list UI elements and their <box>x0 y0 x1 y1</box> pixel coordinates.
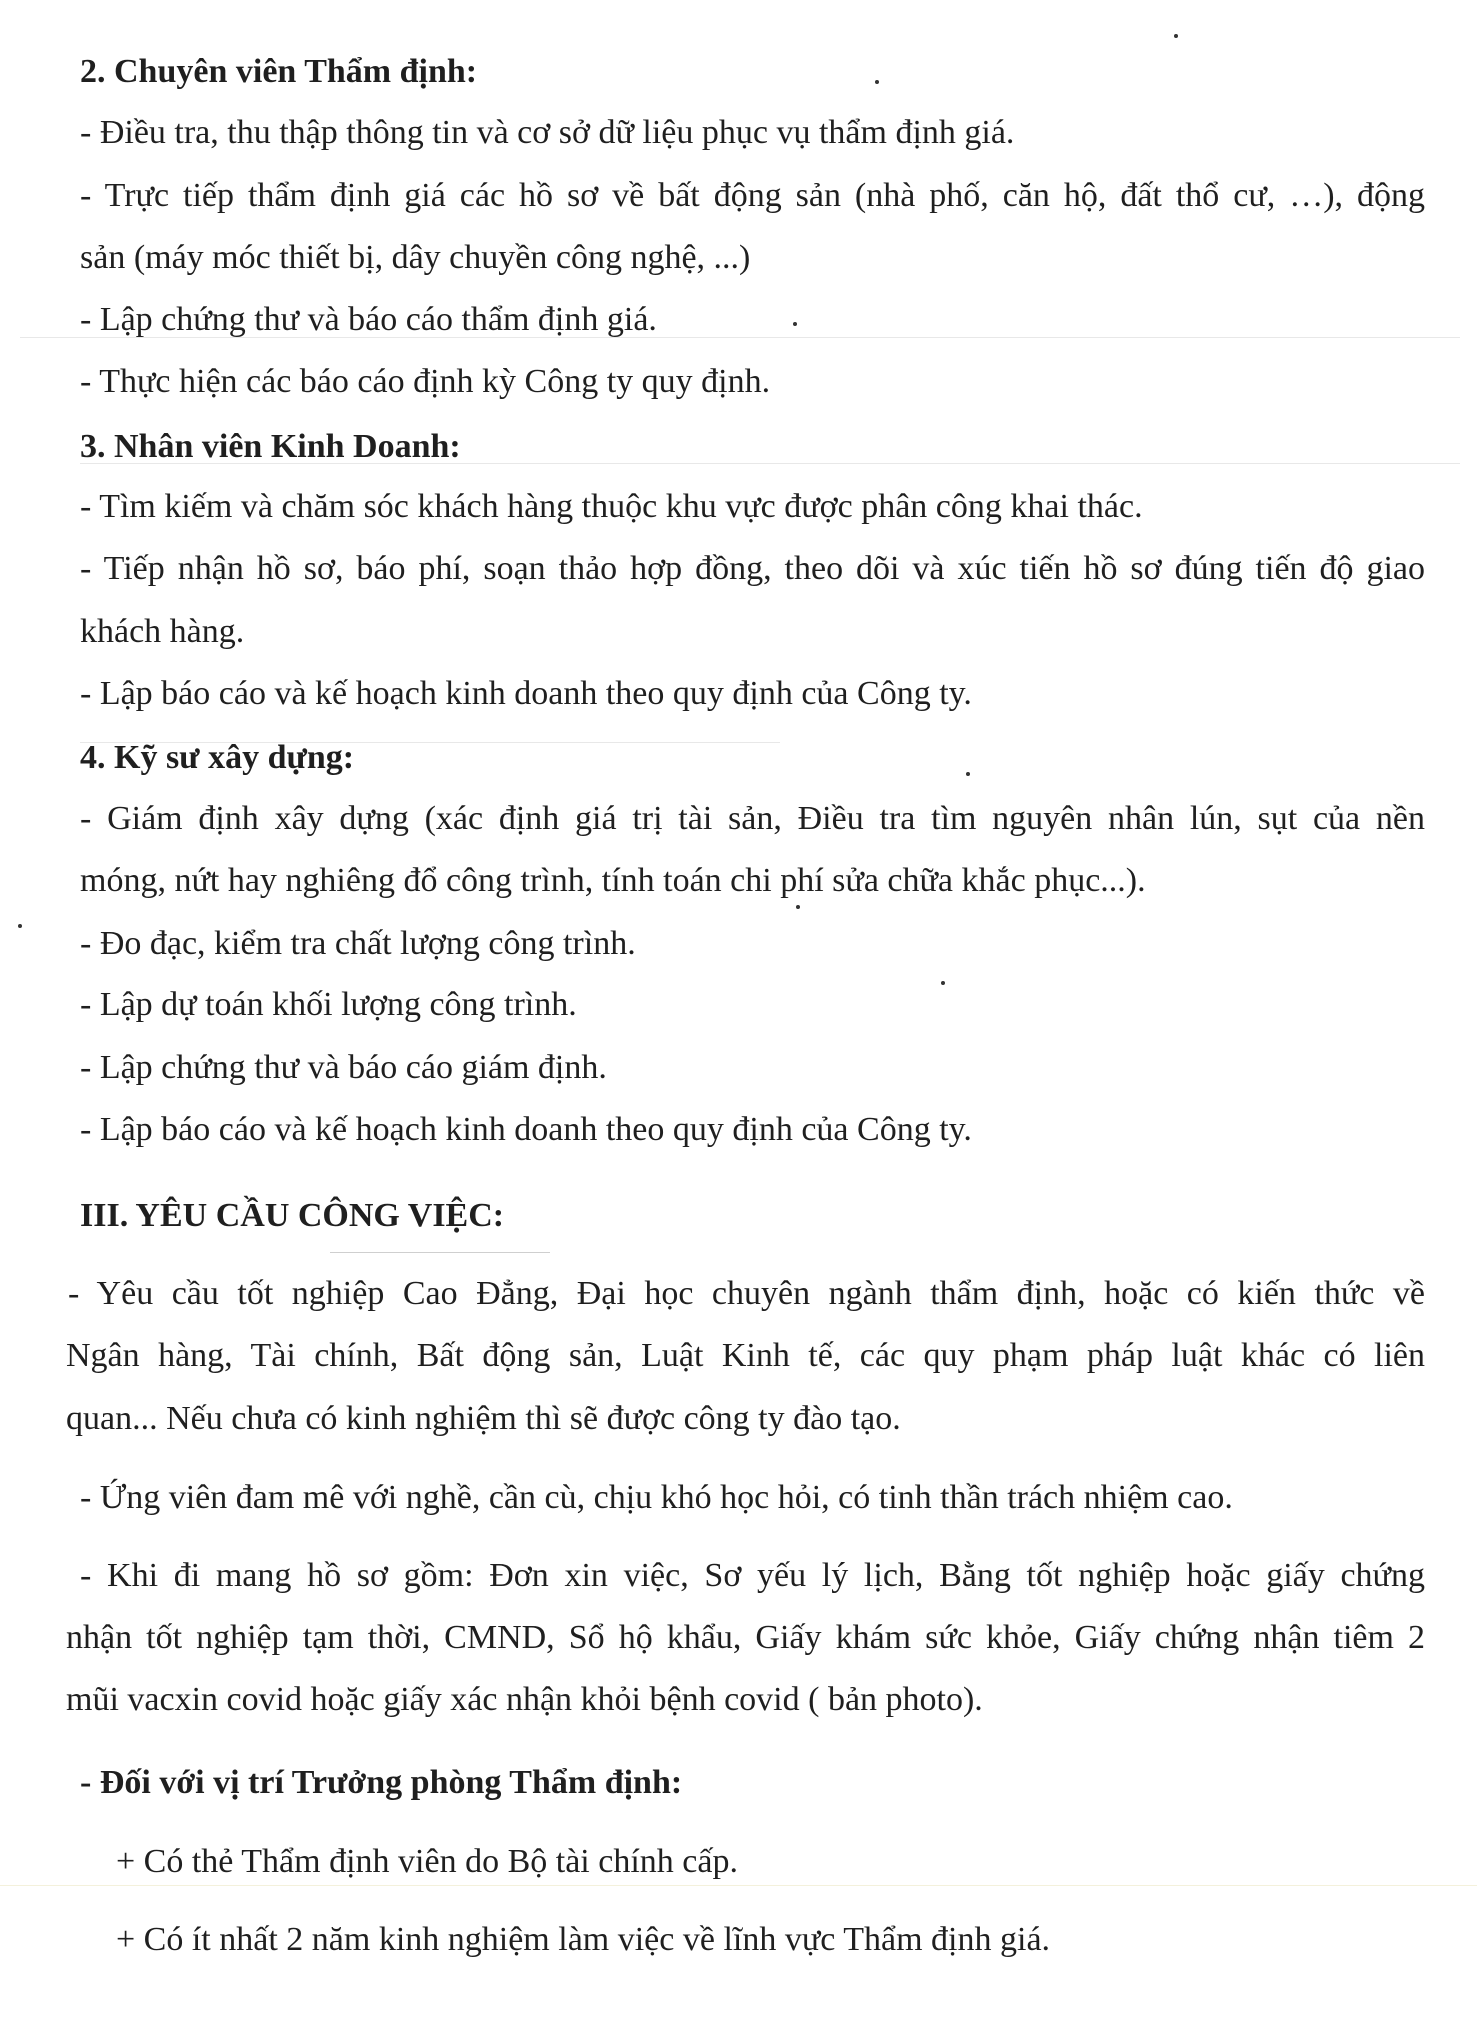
requirement-item: - Khi đi mang hồ sơ gồm: Đơn xin việc, Sơ yếu lý lịch, Bằng tốt nghiệp hoặc giấy chứng <box>80 1557 1425 1594</box>
list-item-continuation: móng, nứt hay nghiêng đổ công trình, tính toán chi phí sửa chữa khắc phục...). <box>80 862 1146 899</box>
requirement-continuation: mũi vacxin covid hoặc giấy xác nhận khỏi bệnh covid ( bản photo). <box>66 1681 983 1718</box>
section-heading: 4. Kỹ sư xây dựng: <box>80 739 355 776</box>
scan-speck <box>18 924 22 928</box>
section-heading: 2. Chuyên viên Thẩm định: <box>80 53 478 90</box>
requirement-subheading: - Đối với vị trí Trưởng phòng Thẩm định: <box>80 1764 683 1801</box>
list-item: - Tìm kiếm và chăm sóc khách hàng thuộc khu vực được phân công khai thác. <box>80 488 1143 525</box>
list-item: - Trực tiếp thẩm định giá các hồ sơ về bất động sản (nhà phố, căn hộ, đất thổ cư, …), động <box>80 177 1425 214</box>
list-item: - Lập chứng thư và báo cáo giám định. <box>80 1049 607 1086</box>
list-item: - Đo đạc, kiểm tra chất lượng công trình. <box>80 925 636 962</box>
scan-speck <box>875 80 879 84</box>
requirement-continuation: Ngân hàng, Tài chính, Bất động sản, Luật Kinh tế, các quy phạm pháp luật khác có liên <box>66 1337 1425 1374</box>
scan-speck <box>966 772 970 776</box>
list-item-continuation: khách hàng. <box>80 613 245 650</box>
requirement-subitem: + Có ít nhất 2 năm kinh nghiệm làm việc về lĩnh vực Thẩm định giá. <box>116 1921 1051 1958</box>
scan-speck <box>793 322 797 326</box>
requirement-subitem: + Có thẻ Thẩm định viên do Bộ tài chính cấp. <box>116 1843 738 1880</box>
scan-rule <box>0 1885 1477 1886</box>
list-item: - Giám định xây dựng (xác định giá trị tài sản, Điều tra tìm nguyên nhân lún, sụt của nền <box>80 800 1425 837</box>
section-heading: 3. Nhân viên Kinh Doanh: <box>80 428 461 465</box>
requirement-continuation: quan... Nếu chưa có kinh nghiệm thì sẽ được công ty đào tạo. <box>66 1400 901 1437</box>
requirement-item: - Yêu cầu tốt nghiệp Cao Đẳng, Đại học chuyên ngành thẩm định, hoặc có kiến thức về <box>68 1275 1425 1312</box>
list-item: - Điều tra, thu thập thông tin và cơ sở dữ liệu phục vụ thẩm định giá. <box>80 114 1015 151</box>
scan-speck <box>1174 34 1178 38</box>
list-item: - Lập dự toán khối lượng công trình. <box>80 986 577 1023</box>
list-item-continuation: sản (máy móc thiết bị, dây chuyền công nghệ, ...) <box>80 239 751 276</box>
list-item: - Tiếp nhận hồ sơ, báo phí, soạn thảo hợp đồng, theo dõi và xúc tiến hồ sơ đúng tiến độ giao <box>80 550 1425 587</box>
list-item: - Lập chứng thư và báo cáo thẩm định giá. <box>80 301 657 338</box>
list-item: - Thực hiện các báo cáo định kỳ Công ty quy định. <box>80 363 771 400</box>
section-heading: III. YÊU CẦU CÔNG VIỆC: <box>80 1197 505 1234</box>
requirement-item: - Ứng viên đam mê với nghề, cần cù, chịu khó học hỏi, có tinh thần trách nhiệm cao. <box>80 1479 1233 1516</box>
scan-rule <box>330 1252 550 1253</box>
list-item: - Lập báo cáo và kế hoạch kinh doanh theo quy định của Công ty. <box>80 1111 972 1148</box>
requirement-continuation: nhận tốt nghiệp tạm thời, CMND, Sổ hộ khẩu, Giấy khám sức khỏe, Giấy chứng nhận tiêm 2 <box>66 1619 1425 1656</box>
scan-speck <box>941 981 945 985</box>
list-item: - Lập báo cáo và kế hoạch kinh doanh theo quy định của Công ty. <box>80 675 972 712</box>
scan-speck <box>796 905 800 909</box>
